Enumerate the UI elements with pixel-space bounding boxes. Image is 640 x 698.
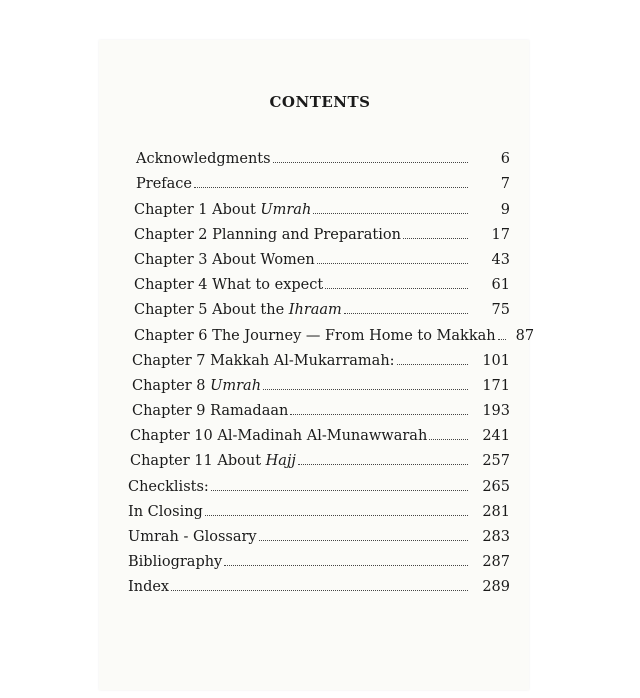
- dot-leader: [397, 364, 468, 365]
- toc-entry-text: Index: [128, 579, 170, 596]
- dot-leader: [205, 515, 468, 516]
- toc-entry-text: In Closing: [128, 503, 203, 520]
- dot-leader: [273, 162, 468, 163]
- toc-entry-label: [134, 202, 313, 218]
- toc-entry: [126, 545, 510, 570]
- dot-leader: [313, 213, 468, 214]
- dot-leader: [259, 540, 468, 541]
- toc-entry-label: [130, 453, 298, 469]
- dot-leader: [403, 238, 468, 239]
- toc-entry-text: Chapter 11 About: [130, 453, 266, 470]
- dot-leader: [298, 464, 468, 465]
- toc-entry-label: [134, 328, 498, 344]
- toc-entry-label: [128, 504, 205, 520]
- toc-entry-label: [136, 151, 273, 167]
- toc-page-number: 241: [482, 428, 510, 445]
- toc-entry-label: [128, 579, 171, 595]
- toc-entry: [126, 394, 510, 419]
- toc-entry-text: Chapter 9 Ramadaan: [132, 403, 289, 420]
- toc-entry: [126, 444, 510, 469]
- dot-leader: [317, 263, 468, 264]
- toc-entry: [126, 167, 510, 192]
- dot-leader: [211, 490, 468, 491]
- toc-page-number: 265: [482, 478, 510, 495]
- dot-leader: [344, 313, 468, 314]
- toc-entry-label: [134, 277, 325, 293]
- toc-entry: [126, 243, 510, 268]
- toc-entry-text: Umrah - Glossary: [128, 529, 257, 545]
- toc-page-number: 281: [482, 503, 510, 520]
- toc-page-number: 257: [482, 453, 510, 470]
- toc-entry: [126, 318, 535, 344]
- toc-entry-label: [130, 428, 429, 444]
- toc-page-number: 287: [482, 554, 510, 571]
- toc-entry-text: Chapter 10 Al-Madinah Al-Munawwarah: [130, 428, 428, 445]
- toc-entry: [126, 268, 510, 293]
- toc-entry-label: [132, 378, 263, 394]
- dot-leader: [171, 590, 468, 591]
- toc-entry: [126, 218, 510, 243]
- toc-page-number: 17: [491, 226, 510, 243]
- table-of-contents: [126, 142, 535, 596]
- toc-page-number: 9: [500, 201, 510, 218]
- dot-leader: [325, 288, 468, 289]
- dot-leader: [194, 187, 468, 188]
- toc-entry: [126, 192, 510, 217]
- toc-entry-text: Chapter 3 About Women: [134, 251, 315, 268]
- toc-entry-label: [132, 403, 290, 419]
- toc-entry-italic-text: Hajj: [265, 453, 296, 470]
- toc-entry-italic-text: Umrah: [260, 201, 312, 218]
- toc-entry: [126, 142, 510, 167]
- toc-page-number: 6: [500, 151, 510, 168]
- dot-leader: [429, 439, 468, 440]
- toc-entry-label: [128, 479, 211, 495]
- toc-entry: [126, 419, 510, 444]
- toc-page-number: 7: [500, 176, 510, 193]
- toc-page-number: 193: [482, 403, 510, 420]
- toc-entry-text: Checklists:: [128, 478, 209, 495]
- toc-entry-label: [128, 529, 259, 545]
- toc-page-number: 87: [515, 327, 535, 344]
- dot-leader: [498, 339, 506, 340]
- toc-page-number: 283: [482, 529, 510, 545]
- toc-entry-text: Chapter 5 About the: [134, 302, 289, 319]
- dot-leader: [263, 389, 468, 390]
- toc-entry-label: [134, 227, 403, 243]
- toc-entry-text: Chapter 7 Makkah Al-Mukarramah:: [132, 352, 395, 369]
- toc-entry-text: Chapter 4 What to expect: [134, 277, 324, 294]
- toc-entry-text: Acknowledgments: [136, 151, 271, 168]
- dot-leader: [290, 414, 468, 415]
- toc-page-number: 101: [482, 352, 510, 369]
- toc-entry-label: [136, 176, 194, 192]
- toc-page-number: 43: [491, 251, 510, 268]
- dot-leader: [224, 565, 468, 566]
- toc-entry-label: [134, 302, 344, 318]
- toc-entry-label: [132, 353, 397, 369]
- toc-entry: [126, 293, 510, 318]
- toc-page-number: 289: [482, 579, 510, 596]
- toc-entry: [126, 469, 510, 494]
- toc-entry: [126, 344, 510, 369]
- toc-entry-label: [134, 252, 317, 268]
- toc-page-number: 61: [491, 277, 510, 294]
- toc-entry-italic-text: Umrah: [210, 377, 262, 394]
- toc-entry: [126, 495, 510, 520]
- toc-page-number: 171: [482, 377, 510, 394]
- toc-entry-text: Preface: [136, 176, 192, 193]
- toc-entry-text: Bibliography: [128, 554, 223, 571]
- toc-entry: [126, 369, 510, 394]
- toc-entry-text: Chapter 6 The Journey — From Home to Makkah: [134, 327, 496, 344]
- toc-entry-text: Chapter 8: [132, 377, 211, 394]
- toc-entry-text: Chapter 1 About: [134, 201, 261, 218]
- toc-entry-text: Chapter 2 Planning and Preparation: [134, 226, 401, 243]
- contents-title: CONTENTS: [269, 93, 371, 111]
- toc-entry: [126, 570, 510, 595]
- toc-page-number: 75: [491, 302, 510, 319]
- toc-entry-italic-text: Ihraam: [288, 302, 342, 319]
- toc-entry: [126, 520, 510, 545]
- toc-entry-label: [128, 554, 224, 570]
